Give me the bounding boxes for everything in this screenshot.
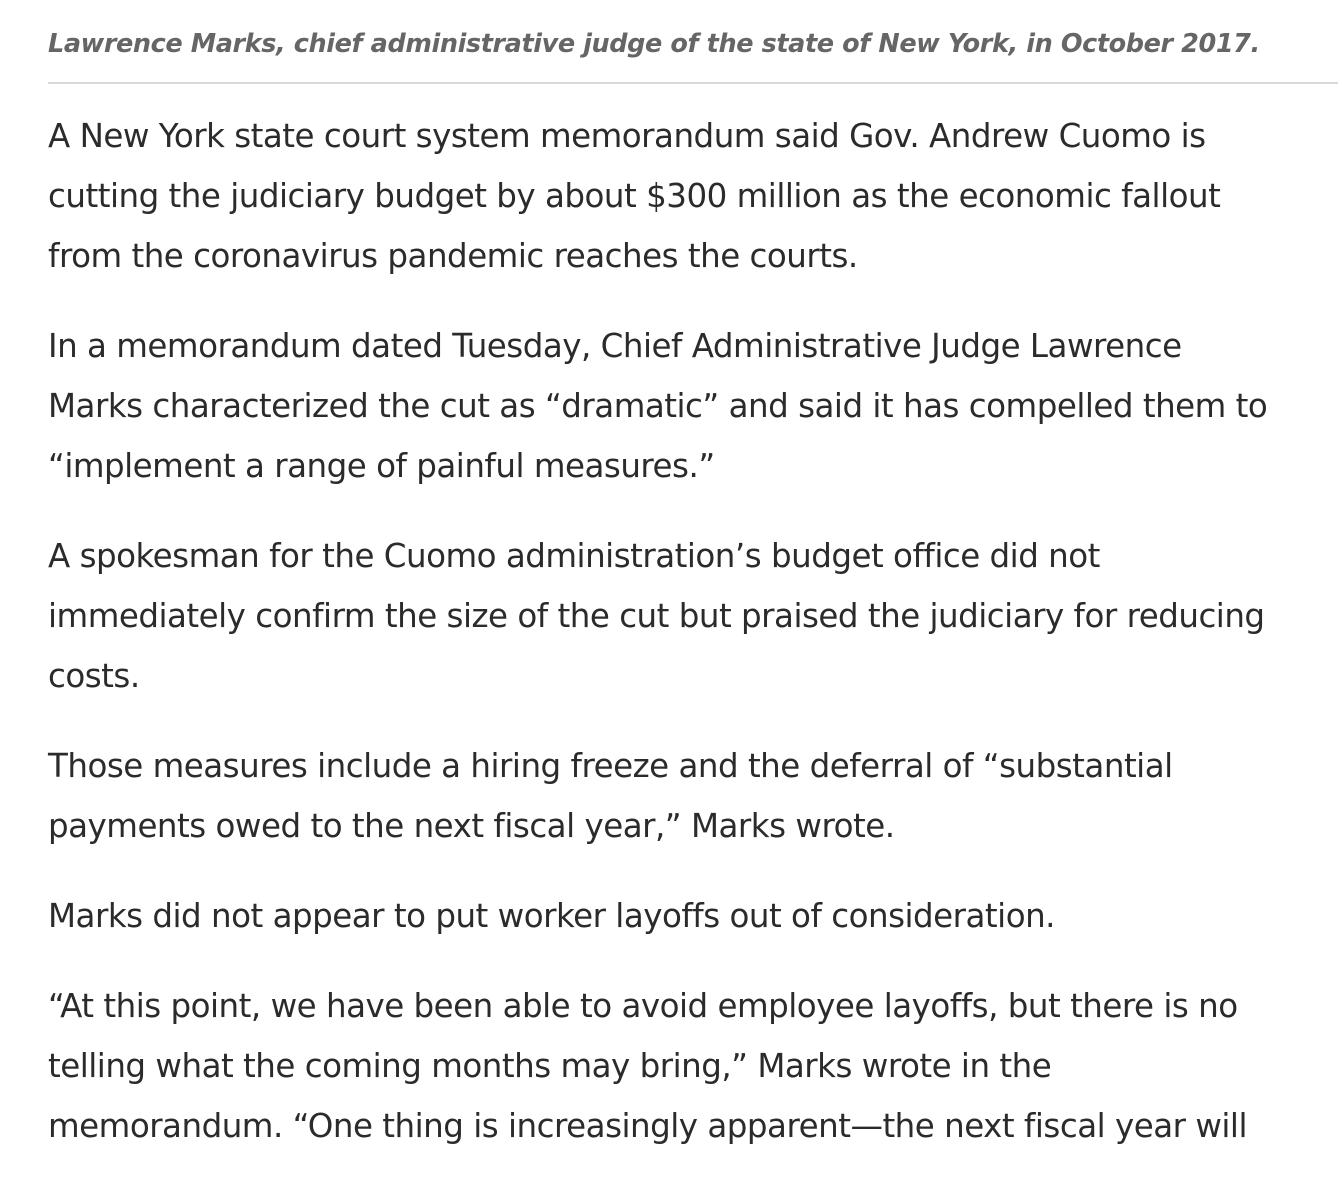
paragraph-line: telling what the coming months may bring,” Marks wrote in the [48, 1047, 1052, 1085]
article-paragraph [48, 886, 1342, 946]
paragraph-line: memorandum. “One thing is increasingly apparent—the next fiscal year will [48, 1107, 1247, 1145]
article-paragraph [48, 106, 1342, 286]
paragraph-line: A New York state court system memorandum said Gov. Andrew Cuomo is [48, 117, 1206, 155]
paragraph-line: Marks did not appear to put worker layoffs out of consideration. [48, 897, 1056, 935]
article-body [48, 0, 1342, 1186]
article-paragraph [48, 976, 1342, 1156]
article-paragraphs [48, 106, 1342, 1156]
article-paragraph [48, 736, 1342, 856]
paragraph-line: “implement a range of painful measures.” [48, 447, 715, 485]
caption-divider [48, 82, 1338, 84]
article-paragraph [48, 316, 1342, 496]
paragraph-line: In a memorandum dated Tuesday, Chief Administrative Judge Lawrence [48, 327, 1182, 365]
paragraph-line: from the coronavirus pandemic reaches the courts. [48, 237, 858, 275]
paragraph-line: payments owed to the next fiscal year,” Marks wrote. [48, 807, 895, 845]
paragraph-line: A spokesman for the Cuomo administration’s budget office did not [48, 537, 1100, 575]
paragraph-line: Those measures include a hiring freeze and the deferral of “substantial [48, 747, 1173, 785]
paragraph-line: immediately confirm the size of the cut but praised the judiciary for reducing [48, 597, 1265, 635]
paragraph-line: Marks characterized the cut as “dramatic” and said it has compelled them to [48, 387, 1268, 425]
paragraph-line: cutting the judiciary budget by about $300 million as the economic fallout [48, 177, 1221, 215]
paragraph-line: “At this point, we have been able to avoid employee layoffs, but there is no [48, 987, 1238, 1025]
paragraph-line: costs. [48, 657, 140, 695]
photo-caption: Lawrence Marks, chief administrative judge of the state of New York, in October 2017. [48, 29, 1260, 59]
article-paragraph [48, 526, 1342, 706]
